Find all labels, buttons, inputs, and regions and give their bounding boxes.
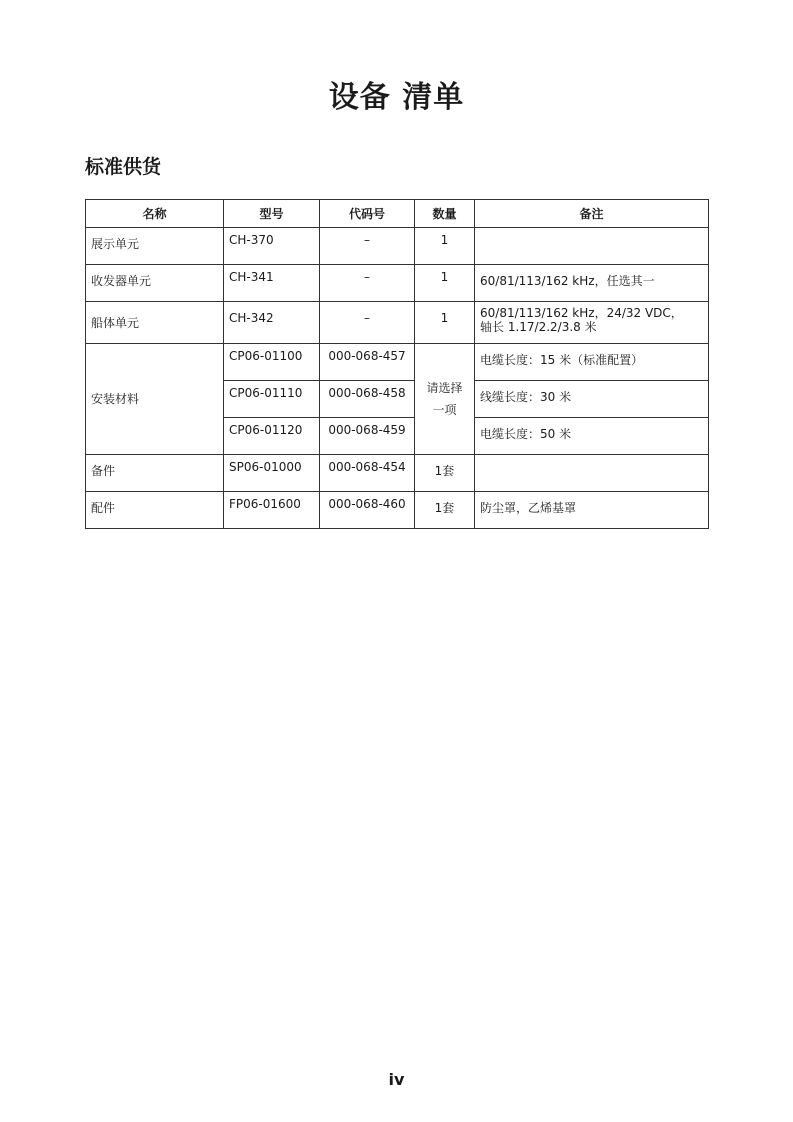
cell-model: CH-341 (224, 265, 320, 302)
cell-code: 000-068-458 (320, 381, 415, 418)
cell-model: CP06-01100 (224, 344, 320, 381)
table-row (86, 302, 709, 344)
cell-note (475, 228, 709, 265)
cell-qty: 1套 (415, 455, 475, 492)
qty-line: 请选择 (426, 381, 463, 395)
cell-model: SP06-01000 (224, 455, 320, 492)
header-qty: 数量 (415, 200, 475, 228)
cell-note: 电缆长度：15 米（标准配置） (475, 344, 709, 381)
cell-code: 000-068-460 (320, 492, 415, 529)
table-row (86, 492, 709, 529)
cell-name: 配件 (86, 492, 224, 529)
cell-note: 线缆长度：30 米 (475, 381, 709, 418)
table-header-row (86, 200, 709, 228)
cell-model: CH-370 (224, 228, 320, 265)
cell-note: 防尘罩，乙烯基罩 (475, 492, 709, 529)
cell-model: CH-342 (224, 302, 320, 344)
cell-name: 备件 (86, 455, 224, 492)
header-model: 型号 (224, 200, 320, 228)
cell-model: CP06-01120 (224, 418, 320, 455)
cell-qty (415, 344, 475, 455)
cell-code: – (320, 228, 415, 265)
cell-note (475, 455, 709, 492)
table-row (86, 455, 709, 492)
cell-code: – (320, 302, 415, 344)
section-heading: 标准供货 (85, 156, 162, 178)
cell-model: CP06-01110 (224, 381, 320, 418)
table-row (86, 228, 709, 265)
page-number: iv (388, 1070, 405, 1089)
cell-name: 展示单元 (86, 228, 224, 265)
cell-code: 000-068-459 (320, 418, 415, 455)
header-note: 备注 (475, 200, 709, 228)
cell-code: 000-068-454 (320, 455, 415, 492)
note-line: 60/81/113/162 kHz，24/32 VDC， (480, 306, 683, 320)
note-line: 轴长 1.17/2.2/3.8 米 (480, 320, 597, 334)
table-row (86, 265, 709, 302)
cell-name: 收发器单元 (86, 265, 224, 302)
table-row (86, 344, 709, 381)
header-code: 代码号 (320, 200, 415, 228)
cell-model: FP06-01600 (224, 492, 320, 529)
cell-code: 000-068-457 (320, 344, 415, 381)
cell-name: 船体单元 (86, 302, 224, 344)
cell-qty: 1套 (415, 492, 475, 529)
header-name: 名称 (86, 200, 224, 228)
cell-note: 60/81/113/162 kHz，任选其一 (475, 265, 709, 302)
page-title: 设备 清单 (328, 80, 465, 115)
qty-line: 一项 (432, 403, 457, 417)
cell-note: 电缆长度：50 米 (475, 418, 709, 455)
cell-name: 安装材料 (86, 344, 224, 455)
cell-qty: 1 (415, 265, 475, 302)
equipment-list-table (85, 199, 709, 529)
cell-note (475, 302, 709, 344)
cell-code: – (320, 265, 415, 302)
cell-qty: 1 (415, 302, 475, 344)
cell-qty: 1 (415, 228, 475, 265)
